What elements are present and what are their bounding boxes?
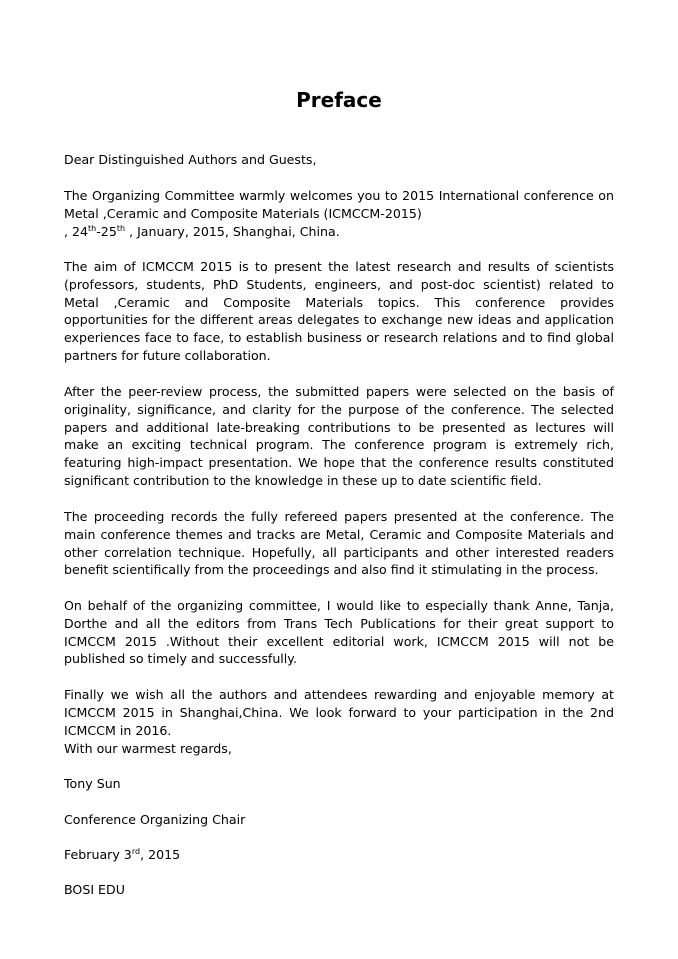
signature-date-suffix: rd <box>131 847 141 856</box>
page-title: Preface <box>296 88 382 112</box>
paragraph-aim: The aim of ICMCCM 2015 is to present the latest research and results of scientists (professors, students, PhD Students, engineers, and post-doc scientist) related to Metal ,Ceramic and Composite Materials topics. This conference provides opportunities for the different areas delegates to exchange new ideas and application experiences face to face, to establish business or research relations and to find global partners for future collaboration. <box>64 259 614 363</box>
closing-line: With our warmest regards, <box>64 741 232 756</box>
signature-date-day: February 3 <box>64 847 132 862</box>
date-rest: , January, 2015, Shanghai, China. <box>125 223 340 239</box>
signature-date-year: , 2015 <box>140 847 181 862</box>
organization: BOSI EDU <box>64 882 125 897</box>
date-start: , 24 <box>64 223 89 239</box>
paragraph-welcome-text: The Organizing Committee warmly welcomes you to 2015 International conference on Metal ,Ceramic and Composite Materials (ICMCCM-2015) <box>64 188 614 221</box>
signature-date <box>64 846 614 864</box>
paragraph-closing: Finally we wish all the authors and attendees rewarding and enjoyable memory at ICMCCM 2015 in Shanghai,China. We look forward to your participation in the 2nd ICMCCM in 2016. <box>64 687 614 738</box>
paragraph-review: After the peer-review process, the submitted papers were selected on the basis of originality, significance, and clarity for the purpose of the conference. The selected papers and additional late-breaking contributions to be presented as lectures will make an exciting technical program. The conference program is extremely rich, featuring high-impact presentation. We hope that the conference results constituted significant contribution to the knowledge in these up to date scientific field. <box>64 384 614 488</box>
paragraph-thanks: On behalf of the organizing committee, I would like to especially thank Anne, Tanja, Dorthe and all the editors from Trans Tech Publications for their great support to ICMCCM 2015 .Without their excellent editorial work, ICMCCM 2015 will not be published so timely and successfully. <box>64 598 614 667</box>
conference-date-line <box>64 223 614 241</box>
signer-role: Conference Organizing Chair <box>64 812 246 827</box>
paragraph-proceedings: The proceeding records the fully refereed papers presented at the conference. The main conference themes and tracks are Metal, Ceramic and Composite Materials and other correlation technique. Hopefully, all participants and other interested readers benefit scientifically from the proceedings and also find it stimulating in the process. <box>64 509 614 578</box>
salutation: Dear Distinguished Authors and Guests, <box>64 152 317 167</box>
date-end: -25 <box>96 223 117 239</box>
date-start-suffix: th <box>88 223 97 233</box>
date-end-suffix: th <box>116 223 126 233</box>
paragraph-welcome <box>64 187 614 240</box>
signer-name: Tony Sun <box>64 776 121 791</box>
